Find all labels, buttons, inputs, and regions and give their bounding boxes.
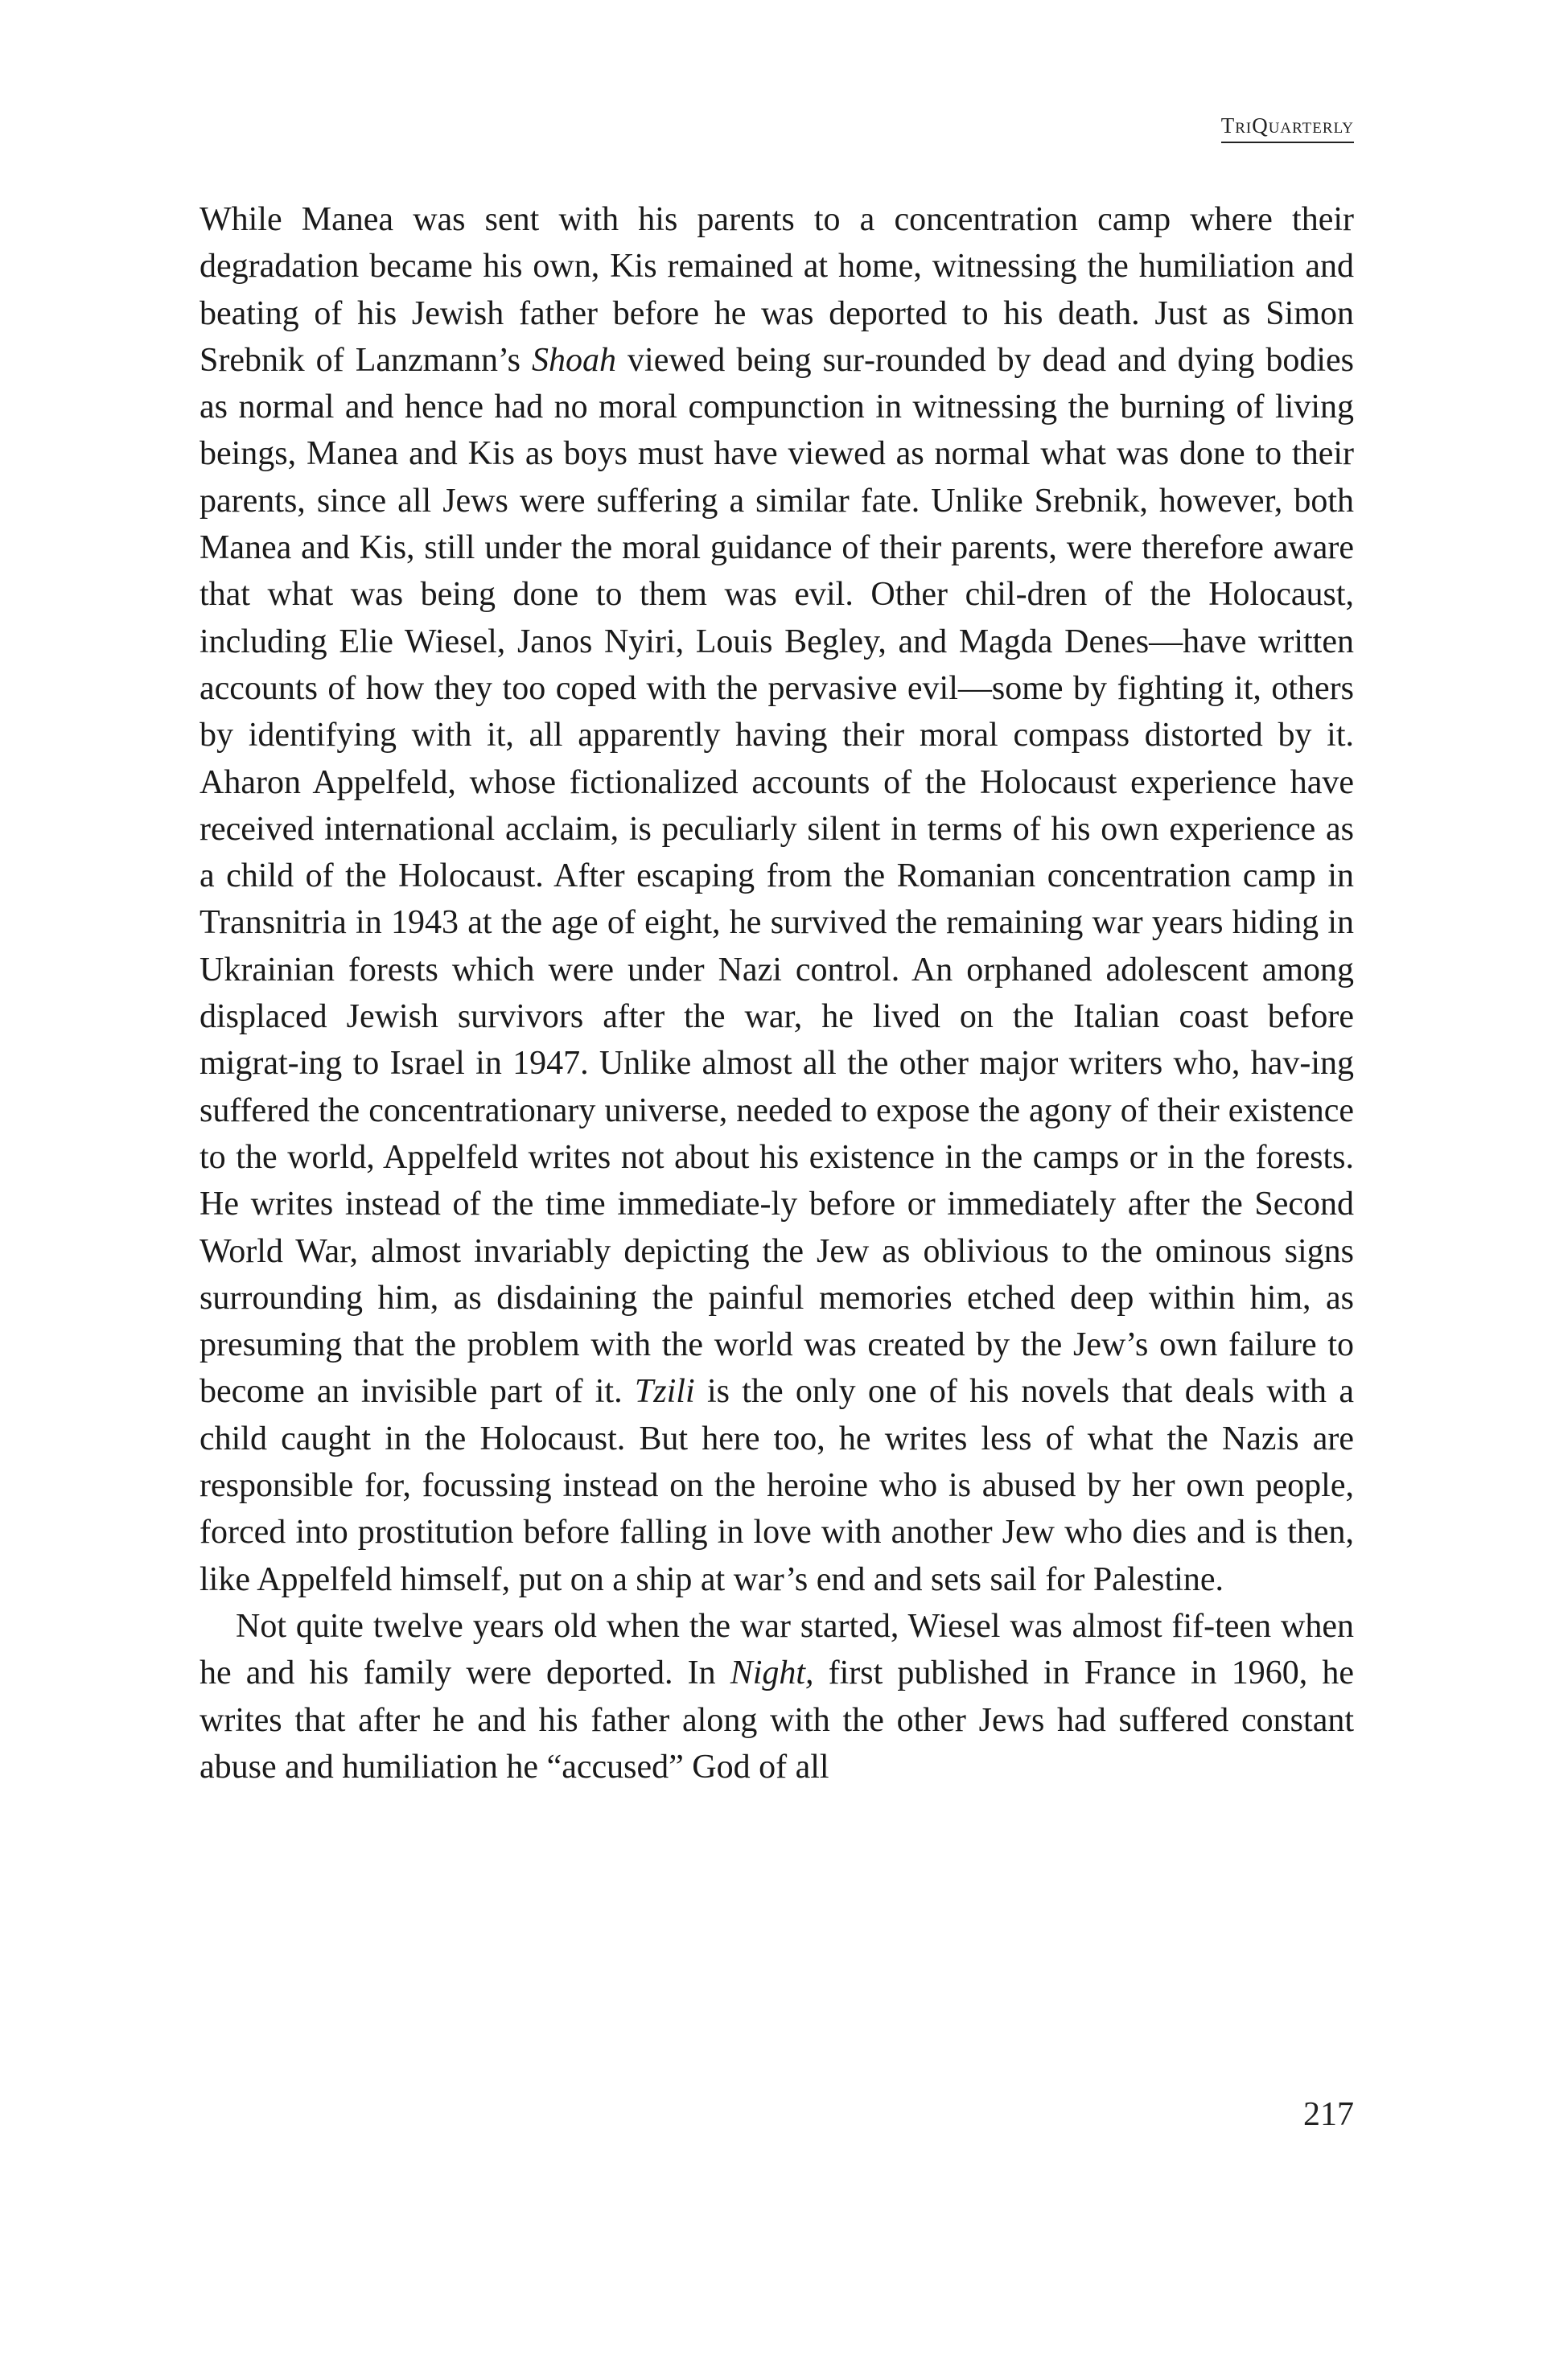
paragraph-2-text-b: first published in France in 1960, he writes that after he and his father along with the other Jews had suffered constant abuse and humiliation he “accused” God of all <box>200 1654 1354 1786</box>
paragraph-2-title-night: Night, <box>730 1654 814 1692</box>
paragraph-2-text-a: Not quite twelve years old when the war started, Wiesel was almost fif‑teen when he and his family were deported. In <box>200 1607 1354 1692</box>
paragraph-1 <box>200 196 1354 1603</box>
paragraph-1-title-shoah: Shoah <box>532 341 616 379</box>
running-head: TriQuarterly <box>1221 114 1354 143</box>
paragraph-2 <box>200 1603 1354 1790</box>
paragraph-1-text-a: While Manea was sent with his parents to a concentration camp where their degradation became his own, Kis remained at home, witnessing the humiliation and beating of his Jewish father before he was deported to his death. Just as Simon Srebnik of Lanzmann’s <box>200 201 1354 379</box>
paragraph-1-title-tzili: Tzili <box>634 1373 695 1411</box>
paragraph-1-text-c: is the only one of his novels that deals with a child caught in the Holocaust. But here too, he writes less of what the Nazis are responsible for, focussing instead on the heroine who is abused by her own people, forced into prostitution before falling in love with another Jew who dies and is then, like Appelfeld himself, put on a ship at war’s end and sets sail for Palestine. <box>200 1373 1354 1598</box>
paragraph-1-text-b: viewed being sur‑rounded by dead and dying bodies as normal and hence had no moral compunction in witnessing the burning of living beings, Manea and Kis as boys must have viewed as normal what was done to their parents, since all Jews were suffering a similar fate. Unlike Srebnik, however, both Manea and Kis, still under the moral guidance of their parents, were therefore aware that what was being done to them was evil. Other chil‑dren of the Holocaust, including Elie Wiesel, Janos Nyiri, Louis Begley, and Magda Denes—have written accounts of how they too coped with the pervasive evil—some by fighting it, others by identifying with it, all apparently having their moral compass distorted by it. Aharon Appelfeld, whose fictionalized accounts of the Holocaust experience have received international acclaim, is peculiarly silent in terms of his own experience as a child of the Holocaust. After escaping from the Romanian concentration camp in Transnitria in 1943 at the age of eight, he survived the remaining war years hiding in Ukrainian forests which were under Nazi control. An orphaned adolescent among displaced Jewish survivors after the war, he lived on the Italian coast before migrat‑ing to Israel in 1947. Unlike almost all the other major writers who, hav‑ing suffered the concentrationary universe, needed to expose the agony of their existence to the world, Appelfeld writes not about his existence in the camps or in the forests. He writes instead of the time immediate‑ly before or immediately after the Second World War, almost invariably depicting the Jew as oblivious to the ominous signs surrounding him, as disdaining the painful memories etched deep within him, as presuming that the problem with the world was created by the Jew’s own failure to become an invisible part of it. <box>200 341 1355 1411</box>
body-text <box>200 196 1354 1790</box>
page-number: 217 <box>1303 2096 1354 2133</box>
